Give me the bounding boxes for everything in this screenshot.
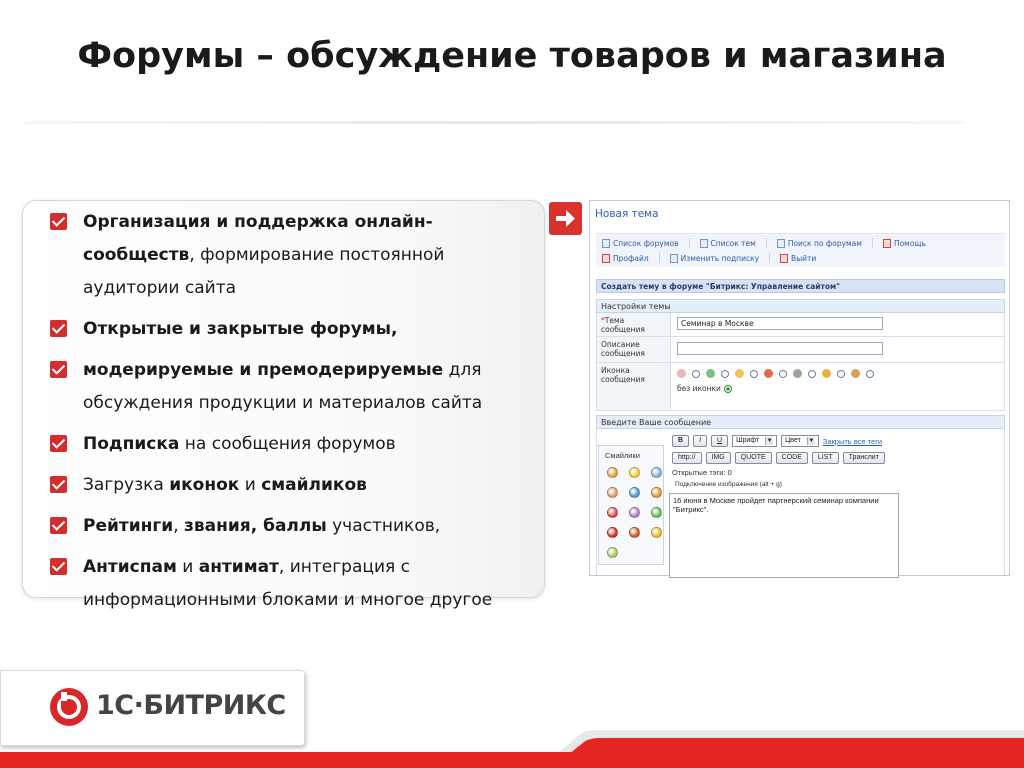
slide-title: Форумы – обсуждение товаров и магазина	[77, 36, 947, 76]
open-tags: Открытые тэги: 0	[672, 468, 732, 477]
forum-page-title: Новая тема	[595, 208, 659, 220]
toolbar-link-label: Выйти	[791, 253, 817, 263]
smiley-icon[interactable]	[629, 487, 640, 498]
icon-label: Иконка сообщения	[597, 363, 671, 410]
toolbar-separator	[659, 253, 660, 263]
arrow-right-icon	[549, 202, 582, 235]
topic-icon-radio[interactable]	[837, 370, 845, 378]
toolbar-link-label: Профайл	[613, 253, 649, 263]
smiley-icon[interactable]	[651, 527, 662, 538]
feature-text: Подписка	[83, 434, 180, 454]
feature-text: на сообщения форумов	[179, 434, 396, 454]
checkbox-checked-icon	[50, 320, 67, 337]
settings-section-header: Настройки темы	[596, 299, 1005, 313]
feature-text: ,	[173, 516, 185, 536]
smiley-icon[interactable]	[607, 467, 618, 478]
topic-icon-radio[interactable]	[692, 370, 700, 378]
toolbar-link[interactable]	[602, 253, 649, 263]
toolbar-icon	[670, 254, 678, 263]
toolbar-link[interactable]	[883, 238, 926, 248]
topic-icon-radio[interactable]	[866, 370, 874, 378]
toolbar-icon	[780, 254, 788, 263]
toolbar-link[interactable]	[700, 238, 756, 248]
subject-row: *Тема сообщения Семинар в Москве	[596, 313, 1005, 337]
toolbar-link-label: Изменить подписку	[680, 253, 760, 263]
smiley-icon[interactable]	[629, 467, 640, 478]
checkbox-checked-icon	[50, 476, 67, 493]
font-select[interactable]: Шрифт ▼	[732, 435, 777, 447]
toolbar-separator	[689, 238, 690, 248]
topic-icon	[822, 369, 831, 378]
topic-icon	[735, 369, 744, 378]
checkbox-checked-icon	[50, 517, 67, 534]
topic-icon-radio[interactable]	[808, 370, 816, 378]
feature-text: звания, баллы	[184, 516, 327, 536]
no-icon-radio[interactable]	[724, 385, 732, 393]
tag-button[interactable]: QUOTE	[735, 452, 772, 464]
feature-list	[50, 206, 540, 625]
form-heading: Создать тему в форуме "Битрикс: Управление сайтом"	[596, 279, 1005, 293]
feature-item	[50, 510, 540, 543]
feature-text: участников,	[326, 516, 441, 536]
checkbox-checked-icon	[50, 213, 67, 230]
description-label: Описание сообщения	[597, 337, 671, 362]
italic-button[interactable]: I	[693, 435, 707, 447]
toolbar-link-label: Список форумов	[613, 238, 679, 248]
feature-text: , интеграция с информационными блоками и многое другое	[83, 557, 493, 610]
bold-button[interactable]: B	[672, 435, 689, 447]
feature-item	[50, 551, 540, 617]
subject-label: Тема сообщения	[601, 316, 645, 334]
feature-text: и	[176, 557, 199, 577]
topic-icon-radio[interactable]	[721, 370, 729, 378]
toolbar-icon	[883, 239, 891, 248]
feature-text: антимат	[198, 557, 279, 577]
toolbar-link[interactable]	[777, 238, 862, 248]
topic-icon	[677, 369, 686, 378]
smiley-icon[interactable]	[607, 527, 618, 538]
footer-band	[0, 752, 1024, 768]
topic-icon	[764, 369, 773, 378]
description-row	[596, 337, 1005, 363]
forum-toolbar	[596, 233, 1005, 267]
tag-button[interactable]: http://	[672, 452, 702, 464]
toolbar-separator	[769, 253, 770, 263]
toolbar-separator	[766, 238, 767, 248]
feature-item	[50, 428, 540, 461]
subject-input[interactable]: Семинар в Москве	[677, 317, 883, 330]
toolbar-link-label: Помощь	[893, 238, 926, 248]
icon-choices	[677, 369, 998, 378]
tag-button[interactable]: Транслит	[843, 452, 885, 464]
image-hint: Подключение изображения (alt + g)	[675, 481, 782, 488]
smiley-icon[interactable]	[629, 527, 640, 538]
message-textarea[interactable]: 16 июня в Москве пройдет партнерский семинар компании "Битрикс".	[669, 493, 899, 578]
topic-icon	[793, 369, 802, 378]
underline-button[interactable]: U	[711, 435, 728, 447]
feature-text: Рейтинги	[83, 516, 174, 536]
tag-button[interactable]: IMG	[706, 452, 731, 464]
feature-text: Открытые и закрытые форумы,	[83, 319, 398, 339]
chevron-down-icon: ▼	[808, 438, 815, 444]
smilies-title: Смайлики	[605, 451, 640, 460]
topic-icon	[706, 369, 715, 378]
no-icon-label: без иконки	[677, 384, 721, 393]
topic-icon-radio[interactable]	[779, 370, 787, 378]
feature-text: Загрузка	[83, 475, 170, 495]
checkbox-checked-icon	[50, 435, 67, 452]
title-divider	[24, 121, 964, 124]
feature-text: и	[239, 475, 262, 495]
checkbox-checked-icon	[50, 558, 67, 575]
tag-buttons	[672, 452, 885, 464]
feature-text: Антиспам	[83, 557, 177, 577]
toolbar-link[interactable]	[780, 253, 816, 263]
smiley-icon[interactable]	[651, 467, 662, 478]
tag-button[interactable]: CODE	[776, 452, 808, 464]
smiley-icon[interactable]	[607, 547, 618, 558]
format-toolbar	[672, 435, 882, 447]
feature-item	[50, 469, 540, 502]
feature-item	[50, 206, 540, 305]
color-select[interactable]: Цвет ▼	[781, 435, 819, 447]
feature-text: Организация и поддержка онлайн-сообществ	[83, 212, 433, 265]
smiley-icon[interactable]	[651, 507, 662, 518]
toolbar-link[interactable]	[670, 253, 759, 263]
smilies-panel	[598, 445, 664, 565]
feature-item	[50, 354, 540, 420]
toolbar-separator	[872, 238, 873, 248]
toolbar-link-label: Поиск по форумам	[787, 238, 862, 248]
feature-text: смайликов	[261, 475, 367, 495]
icon-row	[596, 363, 1005, 411]
smiley-icon[interactable]	[607, 487, 618, 498]
bitrix-logo-text: 1С·БИТРИКС	[96, 690, 286, 721]
topic-icon-radio[interactable]	[750, 370, 758, 378]
bitrix-logo-icon	[48, 686, 90, 728]
feature-item	[50, 313, 540, 346]
tag-button[interactable]: LIST	[812, 452, 839, 464]
close-tags-link[interactable]: Закрыть все теги	[822, 436, 883, 446]
toolbar-icon	[777, 239, 785, 248]
smiley-icon[interactable]	[651, 487, 662, 498]
feature-text: , формирование постоянной аудитории сайта	[83, 245, 445, 298]
topic-icon	[851, 369, 860, 378]
feature-text: для обсуждения продукции и материалов сайта	[83, 360, 483, 413]
description-input[interactable]	[677, 342, 883, 355]
toolbar-icon	[602, 239, 610, 248]
no-icon-option[interactable]	[677, 384, 998, 393]
smiley-icon[interactable]	[629, 507, 640, 518]
toolbar-link-label: Список тем	[710, 238, 756, 248]
checkbox-checked-icon	[50, 361, 67, 378]
chevron-down-icon: ▼	[766, 438, 773, 444]
toolbar-icon	[700, 239, 708, 248]
feature-text: иконок	[169, 475, 240, 495]
toolbar-icon	[602, 254, 610, 263]
feature-text: модерируемые и премодерируемые	[83, 360, 444, 380]
smiley-icon[interactable]	[607, 507, 618, 518]
toolbar-link[interactable]	[602, 238, 679, 248]
message-section-header: Введите Ваше сообщение	[596, 415, 1005, 429]
